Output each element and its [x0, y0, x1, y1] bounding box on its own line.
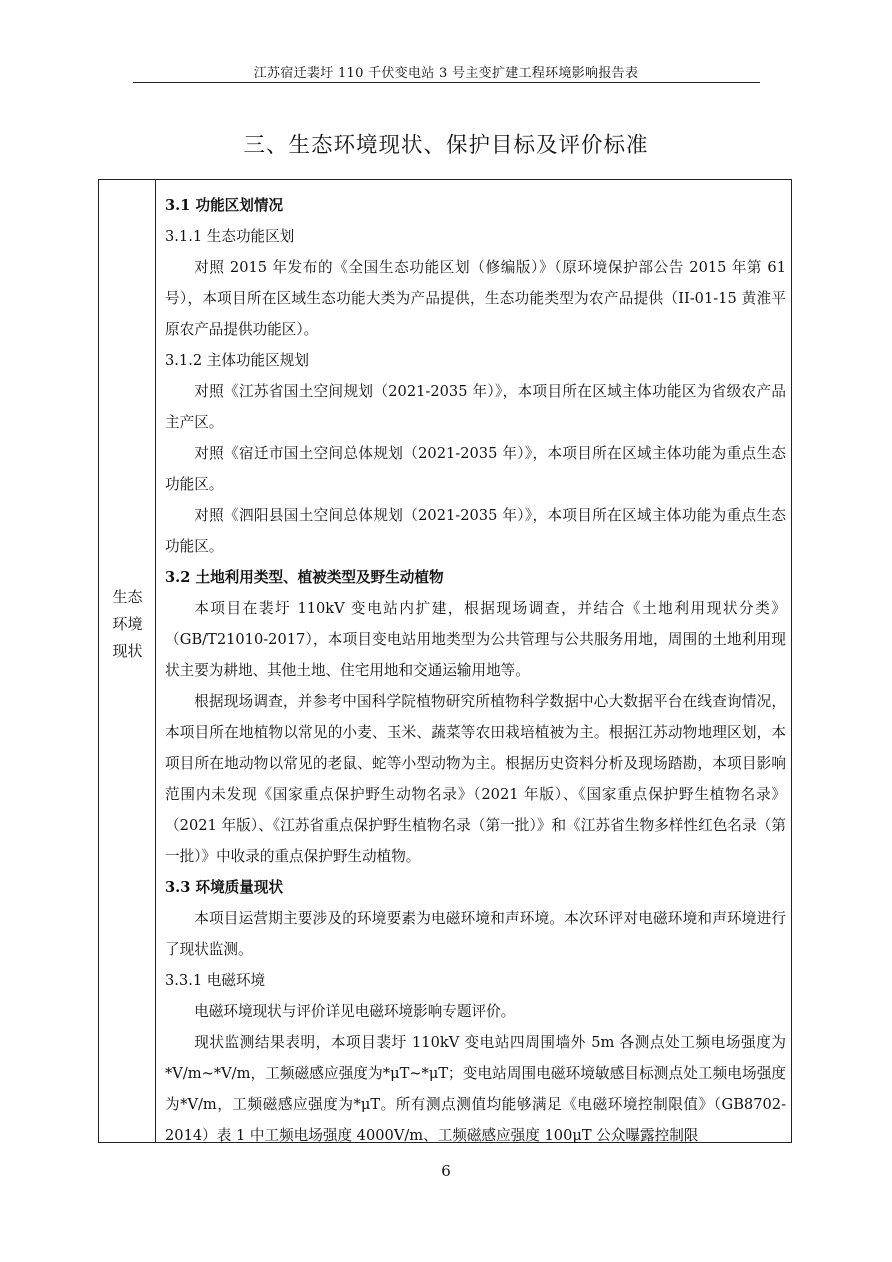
paragraph-flora-fauna: 根据现场调查，并参考中国科学院植物研究所植物科学数据中心大数据平台在线查询情况，本项目所在地植物以常见的小麦、玉米、蔬菜等农田栽培植被为主。根据江苏动物地理区划，本项目所在地动物以常见的老鼠、蛇等小型动物为主。根据历史资料分析及现场踏勘，本项目影响范围内未发现《国家重点保护野生动物名录》（2021 年版）、《国家重点保护野生植物名录》（2021 年版）、《江苏省重点保护野生植物名录（第一批）》和《江苏省生物多样性红色名录（第一批）》中收录的重点保护野生动植物。 — [165, 693, 786, 865]
paragraph-em-results: 现状监测结果表明，本项目裴圩 110kV 变电站四周围墙外 5m 各测点处工频电场强度为*V/m~*V/m，工频磁感应强度为*μT~*μT；变电站周围电磁环境敏感目标测点处工频电场强度为*V/m，工频磁感应强度为*μT。所有测点测值均能够满足《电磁环境控制限值》（GB8702-2014）表 1 中工频电场强度 4000V/m、工频磁感应强度 100μT 公众曝露控制限 — [165, 1034, 786, 1144]
paragraph-county-plan: 对照《泗阳县国土空间总体规划（2021-2035 年）》，本项目所在区域主体功能为重点生态功能区。 — [165, 507, 786, 555]
heading-3-1-1: 3.1.1 生态功能区划 — [165, 228, 295, 245]
row-label — [99, 584, 156, 665]
row-label-line-1: 生态 — [112, 588, 143, 606]
header-divider — [133, 82, 760, 83]
section-title: 三、生态环境现状、保护目标及评价标准 — [243, 133, 649, 158]
running-header-title: 江苏宿迁裴圩 110 千伏变电站 3 号主变扩建工程环境影响报告表 — [253, 66, 639, 81]
row-label-line-3: 现状 — [112, 642, 143, 660]
heading-3-1: 3.1 功能区划情况 — [165, 197, 284, 214]
content-cell — [165, 190, 786, 1151]
row-label-line-2: 环境 — [112, 615, 143, 633]
paragraph-eco-function: 对照 2015 年发布的《全国生态功能区划（修编版）》（原环境保护部公告 2015 年第 61 号），本项目所在区域生态功能大类为产品提供，生态功能类型为农产品提供（II-01-15 黄淮平原农产品提供功能区）。 — [165, 259, 786, 338]
paragraph-em-reference: 电磁环境现状与评价详见电磁环境影响专题评价。 — [194, 1003, 516, 1020]
row-label-cell — [99, 180, 156, 1142]
heading-3-1-2: 3.1.2 主体功能区规划 — [165, 352, 309, 369]
paragraph-env-elements: 本项目运营期主要涉及的环境要素为电磁环境和声环境。本次环评对电磁环境和声环境进行了现状监测。 — [165, 910, 786, 958]
heading-3-3-1: 3.3.1 电磁环境 — [165, 972, 266, 989]
page-number: 6 — [441, 1162, 451, 1180]
paragraph-city-plan: 对照《宿迁市国土空间总体规划（2021-2035 年）》，本项目所在区域主体功能为重点生态功能区。 — [165, 445, 786, 493]
paragraph-land-use: 本项目在裴圩 110kV 变电站内扩建，根据现场调查，并结合《土地利用现状分类》（GB/T21010-2017），本项目变电站用地类型为公共管理与公共服务用地，周围的土地利用现状主要为耕地、其他土地、住宅用地和交通运输用地等。 — [165, 600, 786, 679]
heading-3-2: 3.2 土地利用类型、植被类型及野生动植物 — [165, 569, 444, 586]
heading-3-3: 3.3 环境质量现状 — [165, 879, 284, 896]
content-table — [98, 179, 792, 1143]
paragraph-province-plan: 对照《江苏省国土空间规划（2021-2035 年）》，本项目所在区域主体功能区为省级农产品主产区。 — [165, 383, 786, 431]
